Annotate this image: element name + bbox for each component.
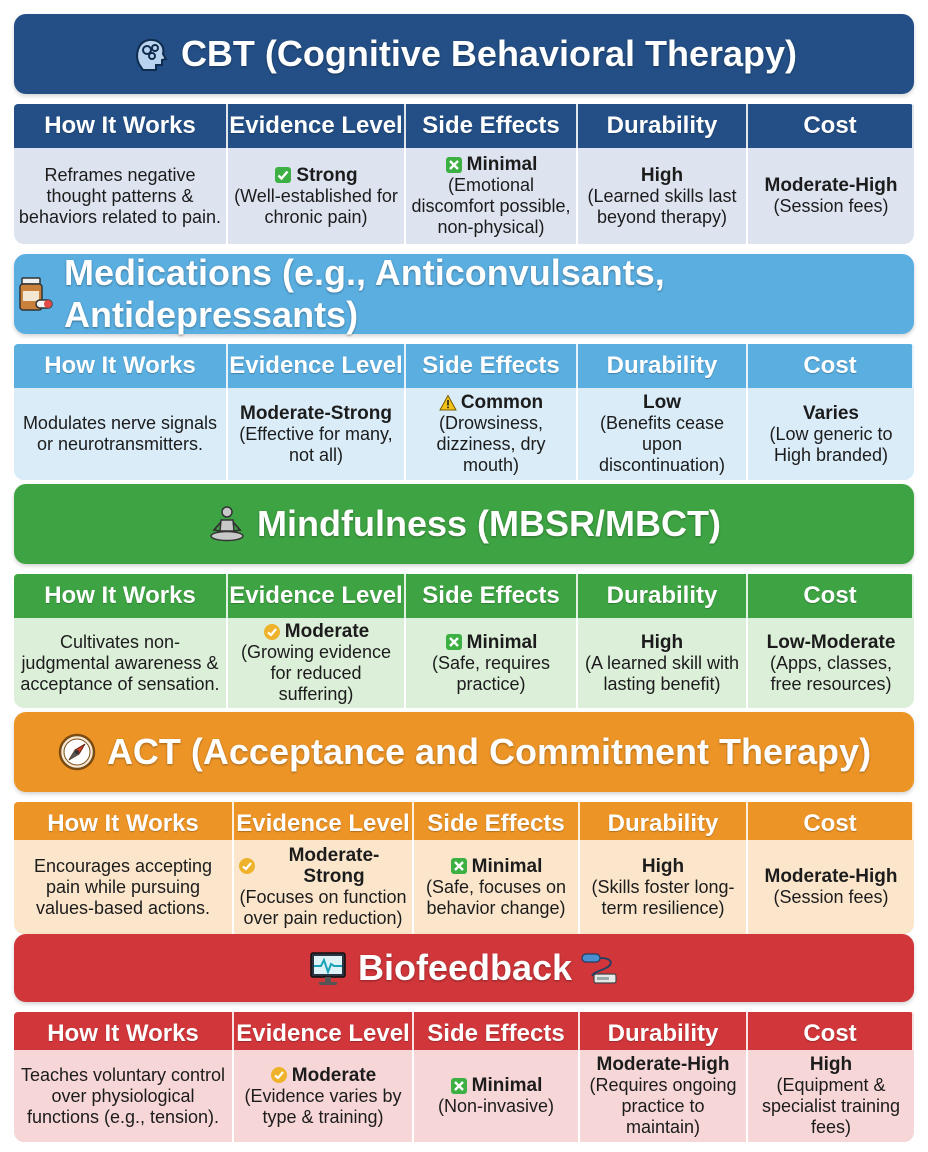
cost-detail: (Apps, classes, free resources)	[769, 652, 893, 694]
green-check-icon	[274, 166, 292, 184]
how-it-works-text: Encourages accepting pain while pursuing values-based actions.	[33, 855, 213, 918]
durability-value: High	[640, 631, 684, 653]
how-it-works-cell	[14, 388, 228, 480]
side-effects-value: Minimal	[466, 154, 538, 175]
column-header-durability: Durability	[578, 574, 748, 618]
side-effects-value: Common	[460, 392, 544, 413]
how-it-works-cell	[14, 1050, 234, 1142]
evidence-level-detail: (Evidence varies by type & training)	[244, 1085, 402, 1127]
side-effects-detail: (Drowsiness, dizziness, dry mouth)	[436, 413, 546, 475]
section-title-bar	[14, 254, 914, 334]
cost-cell	[748, 148, 914, 244]
how-it-works-cell	[14, 618, 228, 708]
evidence-level-cell	[228, 148, 406, 244]
evidence-level-value: Moderate	[291, 1064, 377, 1086]
durability-detail: (A learned skill with lasting benefit)	[584, 652, 740, 694]
green-x-icon	[445, 633, 463, 651]
evidence-level-detail: (Growing evidence for reduced suffering)	[240, 642, 392, 704]
durability-cell	[578, 388, 748, 480]
section-act	[14, 712, 914, 934]
column-header-cost: Cost	[748, 1012, 914, 1056]
column-header-side-effects: Side Effects	[406, 104, 578, 148]
evidence-level-cell	[228, 388, 406, 480]
column-header-side-effects: Side Effects	[414, 802, 580, 846]
cost-detail: (Equipment & specialist training fees)	[761, 1075, 901, 1137]
evidence-level-detail: (Well-established for chronic pain)	[234, 185, 398, 227]
durability-value: Moderate-High	[596, 1054, 730, 1075]
column-header-cost: Cost	[748, 574, 914, 618]
side-effects-detail: (Non-invasive)	[437, 1096, 555, 1116]
warning-icon	[439, 394, 457, 412]
column-header-durability: Durability	[580, 1012, 748, 1056]
side-effects-cell	[406, 618, 578, 708]
section-mindfulness	[14, 484, 914, 708]
column-header-side-effects: Side Effects	[406, 344, 578, 388]
evidence-level-value: Moderate-Strong	[288, 845, 380, 887]
durability-value: High	[641, 855, 685, 877]
column-header-cost: Cost	[748, 802, 914, 846]
section-title-bar	[14, 484, 914, 564]
column-header-how-it-works: How It Works	[14, 802, 234, 846]
section-cbt	[14, 14, 914, 244]
column-header-durability: Durability	[578, 344, 748, 388]
evidence-level-value: Moderate-Strong	[240, 402, 392, 424]
how-it-works-text: Cultivates non-judgmental awareness & acceptance of sensation.	[20, 631, 220, 694]
column-header-how-it-works: How It Works	[14, 574, 228, 618]
cost-detail: (Session fees)	[773, 887, 889, 907]
side-effects-value: Minimal	[471, 1075, 543, 1096]
how-it-works-cell	[14, 840, 234, 934]
durability-cell	[578, 148, 748, 244]
section-medications	[14, 254, 914, 480]
column-header-how-it-works: How It Works	[14, 1012, 234, 1056]
side-effects-detail: (Safe, requires practice)	[431, 652, 551, 694]
cost-detail: (Session fees)	[773, 196, 889, 216]
green-x-icon	[450, 1077, 468, 1095]
durability-cell	[580, 1050, 748, 1142]
column-header-evidence-level: Evidence Level	[228, 104, 406, 148]
column-header-evidence-level: Evidence Level	[228, 344, 406, 388]
column-header-side-effects: Side Effects	[414, 1012, 580, 1056]
durability-detail: (Learned skills last beyond therapy)	[587, 185, 737, 227]
side-effects-cell	[414, 1050, 580, 1142]
cost-cell	[748, 1050, 914, 1142]
column-header-durability: Durability	[580, 802, 748, 846]
how-it-works-cell	[14, 148, 228, 244]
column-header-side-effects: Side Effects	[406, 574, 578, 618]
durability-value: High	[640, 164, 684, 186]
evidence-level-cell	[228, 618, 406, 708]
evidence-level-cell	[234, 840, 414, 934]
column-header-how-it-works: How It Works	[14, 104, 228, 148]
section-title: Biofeedback	[357, 947, 573, 988]
durability-cell	[578, 618, 748, 708]
side-effects-detail: (Safe, focuses on behavior change)	[425, 876, 567, 918]
cost-value: Varies	[803, 402, 859, 424]
durability-detail: (Requires ongoing practice to maintain)	[589, 1075, 737, 1137]
section-title: Medications (e.g., Anticonvulsants, Antidepressants)	[64, 252, 665, 335]
evidence-level-cell	[234, 1050, 414, 1142]
cost-value: Moderate-High	[764, 175, 898, 196]
side-effects-value: Minimal	[471, 855, 543, 877]
column-header-cost: Cost	[748, 344, 914, 388]
side-effects-cell	[406, 148, 578, 244]
section-title-bar	[14, 712, 914, 792]
how-it-works-text: Teaches voluntary control over physiological functions (e.g., tension).	[20, 1064, 226, 1127]
gold-check-icon	[270, 1066, 288, 1084]
pill-bottle-icon	[14, 274, 54, 314]
side-effects-cell	[406, 388, 578, 480]
compass-icon	[57, 732, 97, 772]
column-header-durability: Durability	[578, 104, 748, 148]
green-x-icon	[445, 156, 463, 174]
sensor-device-icon	[580, 948, 620, 988]
durability-detail: (Skills foster long-term resilience)	[591, 876, 735, 918]
section-biofeedback	[14, 934, 914, 1142]
section-title-bar	[14, 14, 914, 94]
gold-check-icon	[263, 623, 281, 641]
side-effects-cell	[414, 840, 580, 934]
evidence-level-value: Strong	[296, 164, 358, 186]
column-header-evidence-level: Evidence Level	[228, 574, 406, 618]
brain-head-icon	[131, 34, 171, 74]
durability-value: Low	[643, 392, 681, 413]
cost-detail: (Low generic to High branded)	[769, 423, 893, 465]
cost-value: Moderate-High	[764, 866, 898, 887]
gold-check-icon	[238, 857, 256, 875]
cost-value: Low-Moderate	[766, 631, 896, 653]
column-header-cost: Cost	[748, 104, 914, 148]
cost-value: High	[809, 1054, 853, 1075]
column-header-evidence-level: Evidence Level	[234, 1012, 414, 1056]
durability-detail: (Benefits cease upon discontinuation)	[598, 413, 726, 475]
section-title-bar	[14, 934, 914, 1002]
durability-cell	[580, 840, 748, 934]
side-effects-value: Minimal	[466, 631, 538, 653]
section-title: ACT (Acceptance and Commitment Therapy)	[106, 731, 872, 772]
cost-cell	[748, 618, 914, 708]
section-title: Mindfulness (MBSR/MBCT)	[257, 503, 721, 544]
monitor-icon	[308, 948, 348, 988]
meditation-icon	[207, 504, 247, 544]
cost-cell	[748, 840, 914, 934]
section-title: CBT (Cognitive Behavioral Therapy)	[180, 33, 798, 74]
side-effects-detail: (Emotional discomfort possible, non-physical)	[411, 175, 571, 237]
how-it-works-text: Modulates nerve signals or neurotransmitters.	[22, 413, 218, 454]
evidence-level-detail: (Effective for many, not all)	[239, 423, 393, 465]
green-x-icon	[450, 857, 468, 875]
evidence-level-detail: (Focuses on function over pain reduction)	[239, 887, 407, 928]
column-header-evidence-level: Evidence Level	[234, 802, 414, 846]
how-it-works-text: Reframes negative thought patterns & behaviors related to pain.	[18, 164, 222, 227]
column-header-how-it-works: How It Works	[14, 344, 228, 388]
cost-cell	[748, 388, 914, 480]
evidence-level-value: Moderate	[284, 621, 370, 642]
